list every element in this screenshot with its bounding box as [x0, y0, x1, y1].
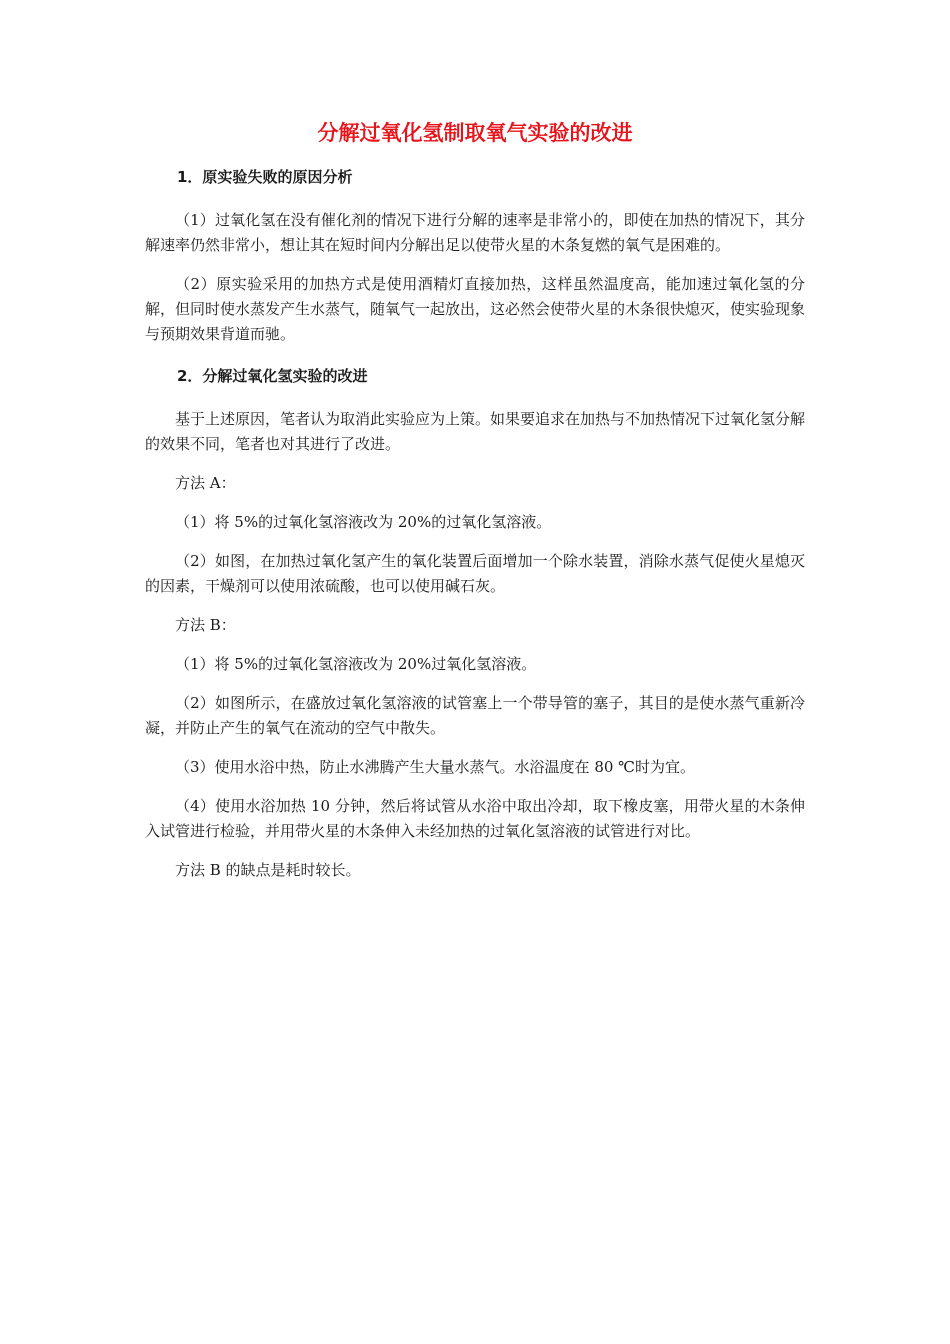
section-1-paragraph-1: （1）过氧化氢在没有催化剂的情况下进行分解的速率是非常小的，即使在加热的情况下，其分解速率仍然非常小，想让其在短时间内分解出足以使带火星的木条复燃的氧气是困难的。: [145, 211, 805, 254]
method-b-item-1: （1）将 5%的过氧化氢溶液改为 20%过氧化氢溶液。: [175, 655, 537, 673]
document-page: [145, 118, 805, 897]
method-a-item-2: （2）如图，在加热过氧化氢产生的氧化装置后面增加一个除水装置，消除水蒸气促使火星熄灭的因素，干燥剂可以使用浓硫酸，也可以使用碱石灰。: [145, 552, 805, 595]
method-b-item-4: （4）使用水浴加热 10 分钟，然后将试管从水浴中取出冷却，取下橡皮塞，用带火星的木条伸入试管进行检验，并用带火星的木条伸入未经加热的过氧化氢溶液的试管进行对比。: [145, 797, 805, 840]
method-b-conclusion: 方法 B 的缺点是耗时较长。: [175, 861, 361, 879]
section-1-paragraph-2: （2）原实验采用的加热方式是使用酒精灯直接加热，这样虽然温度高，能加速过氧化氢的分解，但同时使水蒸发产生水蒸气，随氧气一起放出，这必然会使带火星的木条很快熄灭，使实验现象与预期效果背道而驰。: [145, 275, 806, 343]
method-b-item-3: （3）使用水浴中热，防止水沸腾产生大量水蒸气。水浴温度在 80 ℃时为宜。: [175, 758, 695, 776]
section-2-intro: 基于上述原因，笔者认为取消此实验应为上策。如果要追求在加热与不加热情况下过氧化氢分解的效果不同，笔者也对其进行了改进。: [145, 410, 806, 453]
method-a-item-1: （1）将 5%的过氧化氢溶液改为 20%的过氧化氢溶液。: [175, 513, 552, 531]
method-b-item-2: （2）如图所示，在盛放过氧化氢溶液的试管塞上一个带导管的塞子，其目的是使水蒸气重新冷凝，并防止产生的氧气在流动的空气中散失。: [145, 694, 805, 737]
method-a-label: 方法 A：: [175, 474, 236, 492]
method-b-label: 方法 B：: [175, 616, 236, 634]
section-1-heading: 1．原实验失败的原因分析: [177, 168, 353, 186]
section-2-heading: 2．分解过氧化氢实验的改进: [177, 367, 368, 385]
document-title: 分解过氧化氢制取氧气实验的改进: [317, 121, 633, 145]
